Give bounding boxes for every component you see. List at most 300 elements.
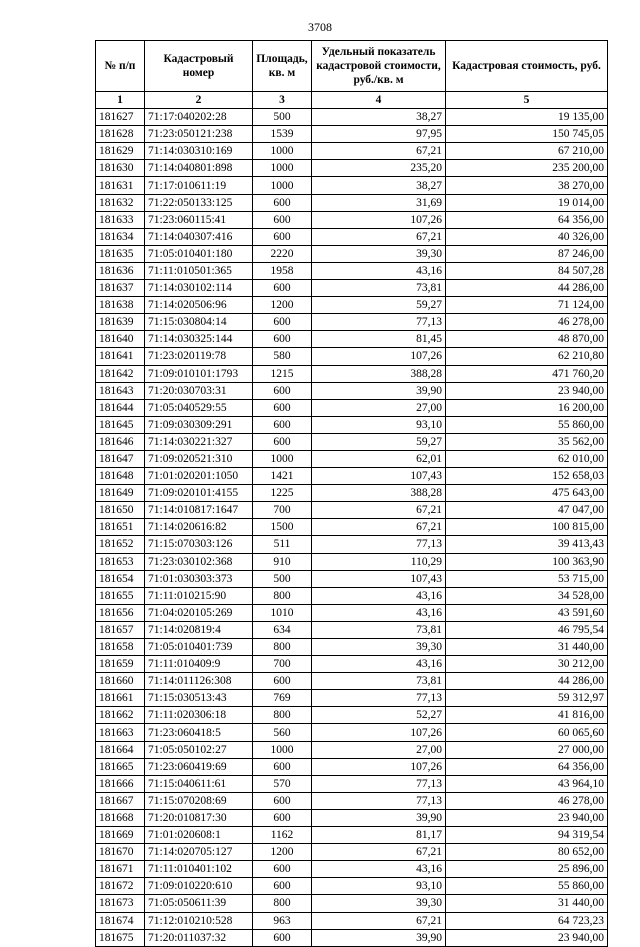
- cell-specific-value: 38,27: [312, 109, 446, 126]
- cell-cadastral-number: 71:04:020105:269: [145, 604, 253, 621]
- cell-cadastral-value: 38 270,00: [446, 177, 608, 194]
- cell-area: 600: [253, 433, 312, 450]
- cell-row-number: 181675: [96, 929, 145, 946]
- header-area: Площадь, кв. м: [253, 41, 312, 92]
- table-row: [96, 485, 608, 502]
- table-row: [96, 519, 608, 536]
- cell-row-number: 181644: [96, 399, 145, 416]
- cell-cadastral-value: 19 135,00: [446, 109, 608, 126]
- cell-cadastral-number: 71:23:030102:368: [145, 553, 253, 570]
- cell-cadastral-value: 16 200,00: [446, 399, 608, 416]
- cell-row-number: 181662: [96, 707, 145, 724]
- cell-specific-value: 93,10: [312, 878, 446, 895]
- header-cadastral-number: Кадастровый номер: [145, 41, 253, 92]
- cell-cadastral-number: 71:23:060115:41: [145, 211, 253, 228]
- cell-cadastral-number: 71:17:010611:19: [145, 177, 253, 194]
- cell-specific-value: 77,13: [312, 775, 446, 792]
- table-row: [96, 211, 608, 228]
- cell-cadastral-number: 71:09:020521:310: [145, 450, 253, 467]
- cell-specific-value: 73,81: [312, 673, 446, 690]
- cell-row-number: 181630: [96, 160, 145, 177]
- cell-area: 910: [253, 553, 312, 570]
- cell-cadastral-value: 19 014,00: [446, 194, 608, 211]
- cell-row-number: 181667: [96, 792, 145, 809]
- cell-specific-value: 27,00: [312, 399, 446, 416]
- table-row: [96, 245, 608, 262]
- header-specific-value: Удельный показатель кадастровой стоимости, руб./кв. м: [312, 41, 446, 92]
- cell-row-number: 181661: [96, 690, 145, 707]
- cell-row-number: 181638: [96, 297, 145, 314]
- cell-cadastral-value: 475 643,00: [446, 485, 608, 502]
- table-row: [96, 775, 608, 792]
- table-row: [96, 809, 608, 826]
- cell-cadastral-number: 71:01:020608:1: [145, 827, 253, 844]
- cell-cadastral-number: 71:15:070303:126: [145, 536, 253, 553]
- cell-cadastral-number: 71:01:030303:373: [145, 570, 253, 587]
- cell-cadastral-value: 30 212,00: [446, 656, 608, 673]
- cell-cadastral-value: 39 413,43: [446, 536, 608, 553]
- cell-cadastral-number: 71:15:040611:61: [145, 775, 253, 792]
- table-row: [96, 758, 608, 775]
- cell-specific-value: 59,27: [312, 433, 446, 450]
- cell-cadastral-value: 100 815,00: [446, 519, 608, 536]
- cell-row-number: 181648: [96, 468, 145, 485]
- cell-area: 600: [253, 314, 312, 331]
- cell-row-number: 181674: [96, 912, 145, 929]
- column-number: 3: [253, 92, 312, 109]
- cell-row-number: 181646: [96, 433, 145, 450]
- cell-row-number: 181656: [96, 604, 145, 621]
- table-row: [96, 331, 608, 348]
- table-row: [96, 639, 608, 656]
- cell-cadastral-number: 71:20:011037:32: [145, 929, 253, 946]
- table-row: [96, 878, 608, 895]
- table-row: [96, 587, 608, 604]
- cell-specific-value: 110,29: [312, 553, 446, 570]
- cell-cadastral-value: 27 000,00: [446, 741, 608, 758]
- table-row: [96, 177, 608, 194]
- cell-area: 800: [253, 587, 312, 604]
- cell-area: 580: [253, 348, 312, 365]
- cell-cadastral-number: 71:22:050133:125: [145, 194, 253, 211]
- cell-area: 1000: [253, 160, 312, 177]
- cell-specific-value: 67,21: [312, 143, 446, 160]
- header-row-number: № п/п: [96, 41, 145, 92]
- table-row: [96, 450, 608, 467]
- table-row: [96, 382, 608, 399]
- cell-area: 600: [253, 792, 312, 809]
- cell-specific-value: 52,27: [312, 707, 446, 724]
- cell-area: 600: [253, 416, 312, 433]
- cell-cadastral-value: 35 562,00: [446, 433, 608, 450]
- cell-cadastral-value: 100 363,90: [446, 553, 608, 570]
- cell-cadastral-number: 71:23:020119:78: [145, 348, 253, 365]
- cell-area: 1421: [253, 468, 312, 485]
- cell-row-number: 181650: [96, 502, 145, 519]
- cell-row-number: 181670: [96, 844, 145, 861]
- cell-area: 1010: [253, 604, 312, 621]
- table-row: [96, 724, 608, 741]
- cell-row-number: 181632: [96, 194, 145, 211]
- cell-specific-value: 59,27: [312, 297, 446, 314]
- cell-specific-value: 81,45: [312, 331, 446, 348]
- cell-specific-value: 39,90: [312, 809, 446, 826]
- table-row: [96, 280, 608, 297]
- cell-row-number: 181651: [96, 519, 145, 536]
- cell-area: 500: [253, 570, 312, 587]
- cell-cadastral-number: 71:14:040801:898: [145, 160, 253, 177]
- cell-specific-value: 235,20: [312, 160, 446, 177]
- cell-cadastral-value: 55 860,00: [446, 416, 608, 433]
- table-row: [96, 570, 608, 587]
- cell-cadastral-value: 471 760,20: [446, 365, 608, 382]
- cell-specific-value: 107,26: [312, 724, 446, 741]
- cell-specific-value: 77,13: [312, 690, 446, 707]
- cell-specific-value: 107,43: [312, 570, 446, 587]
- cell-cadastral-number: 71:15:030804:14: [145, 314, 253, 331]
- cell-cadastral-number: 71:11:020306:18: [145, 707, 253, 724]
- cell-cadastral-value: 43 591,60: [446, 604, 608, 621]
- cell-row-number: 181659: [96, 656, 145, 673]
- cell-specific-value: 67,21: [312, 519, 446, 536]
- table-row: [96, 792, 608, 809]
- cell-specific-value: 388,28: [312, 365, 446, 382]
- cell-specific-value: 27,00: [312, 741, 446, 758]
- cell-row-number: 181629: [96, 143, 145, 160]
- cell-area: 600: [253, 758, 312, 775]
- cell-row-number: 181664: [96, 741, 145, 758]
- cell-specific-value: 62,01: [312, 450, 446, 467]
- cell-cadastral-number: 71:15:070208:69: [145, 792, 253, 809]
- table-row: [96, 621, 608, 638]
- cell-specific-value: 67,21: [312, 912, 446, 929]
- cell-cadastral-number: 71:14:011126:308: [145, 673, 253, 690]
- cell-row-number: 181635: [96, 245, 145, 262]
- cell-row-number: 181628: [96, 126, 145, 143]
- cell-cadastral-number: 71:11:010409:9: [145, 656, 253, 673]
- table-row: [96, 690, 608, 707]
- table-row: [96, 895, 608, 912]
- table-row: [96, 365, 608, 382]
- cell-specific-value: 38,27: [312, 177, 446, 194]
- column-number: 2: [145, 92, 253, 109]
- cell-cadastral-value: 31 440,00: [446, 895, 608, 912]
- cell-cadastral-value: 67 210,00: [446, 143, 608, 160]
- cell-area: 600: [253, 809, 312, 826]
- cell-row-number: 181653: [96, 553, 145, 570]
- cell-row-number: 181634: [96, 228, 145, 245]
- table-row: [96, 844, 608, 861]
- cell-area: 963: [253, 912, 312, 929]
- cell-cadastral-value: 46 278,00: [446, 792, 608, 809]
- cell-cadastral-value: 94 319,54: [446, 827, 608, 844]
- cell-cadastral-value: 150 745,05: [446, 126, 608, 143]
- cell-area: 600: [253, 399, 312, 416]
- cell-cadastral-number: 71:14:030325:144: [145, 331, 253, 348]
- cell-row-number: 181637: [96, 280, 145, 297]
- cell-cadastral-value: 53 715,00: [446, 570, 608, 587]
- cell-row-number: 181658: [96, 639, 145, 656]
- table-row: [96, 262, 608, 279]
- cell-row-number: 181627: [96, 109, 145, 126]
- cell-specific-value: 93,10: [312, 416, 446, 433]
- cell-cadastral-number: 71:20:010817:30: [145, 809, 253, 826]
- cell-specific-value: 107,26: [312, 211, 446, 228]
- cell-cadastral-value: 23 940,00: [446, 382, 608, 399]
- cell-area: 769: [253, 690, 312, 707]
- cell-area: 1000: [253, 450, 312, 467]
- cell-row-number: 181647: [96, 450, 145, 467]
- cell-specific-value: 107,26: [312, 758, 446, 775]
- cell-specific-value: 67,21: [312, 502, 446, 519]
- cell-cadastral-value: 23 940,00: [446, 929, 608, 946]
- cell-area: 2220: [253, 245, 312, 262]
- table-row: [96, 314, 608, 331]
- cell-cadastral-value: 235 200,00: [446, 160, 608, 177]
- cell-cadastral-number: 71:14:020819:4: [145, 621, 253, 638]
- cell-cadastral-value: 31 440,00: [446, 639, 608, 656]
- cell-specific-value: 388,28: [312, 485, 446, 502]
- cell-area: 600: [253, 673, 312, 690]
- cell-cadastral-number: 71:23:060418:5: [145, 724, 253, 741]
- cell-area: 600: [253, 280, 312, 297]
- cell-row-number: 181660: [96, 673, 145, 690]
- cell-area: 1162: [253, 827, 312, 844]
- cell-area: 634: [253, 621, 312, 638]
- cell-specific-value: 77,13: [312, 314, 446, 331]
- cell-cadastral-value: 60 065,60: [446, 724, 608, 741]
- table-row: [96, 656, 608, 673]
- page-number: 3708: [308, 20, 332, 34]
- cell-specific-value: 107,43: [312, 468, 446, 485]
- cell-cadastral-value: 48 870,00: [446, 331, 608, 348]
- cell-row-number: 181657: [96, 621, 145, 638]
- table-row: [96, 468, 608, 485]
- cell-area: 600: [253, 878, 312, 895]
- cell-cadastral-number: 71:01:020201:1050: [145, 468, 253, 485]
- cell-cadastral-number: 71:14:020616:82: [145, 519, 253, 536]
- cell-cadastral-value: 23 940,00: [446, 809, 608, 826]
- cell-cadastral-number: 71:15:030513:43: [145, 690, 253, 707]
- cell-cadastral-value: 44 286,00: [446, 280, 608, 297]
- cell-cadastral-number: 71:23:050121:238: [145, 126, 253, 143]
- cell-specific-value: 107,26: [312, 348, 446, 365]
- table-row: [96, 536, 608, 553]
- cell-cadastral-value: 64 356,00: [446, 211, 608, 228]
- cell-row-number: 181672: [96, 878, 145, 895]
- cell-row-number: 181633: [96, 211, 145, 228]
- table-row: [96, 604, 608, 621]
- cell-row-number: 181640: [96, 331, 145, 348]
- cell-cadastral-number: 71:14:010817:1647: [145, 502, 253, 519]
- table-row: [96, 348, 608, 365]
- cell-row-number: 181641: [96, 348, 145, 365]
- cell-row-number: 181663: [96, 724, 145, 741]
- table-row: [96, 553, 608, 570]
- table-row: [96, 502, 608, 519]
- cell-specific-value: 43,16: [312, 604, 446, 621]
- cell-cadastral-value: 71 124,00: [446, 297, 608, 314]
- cell-area: 600: [253, 382, 312, 399]
- cell-area: 511: [253, 536, 312, 553]
- cell-cadastral-number: 71:14:030221:327: [145, 433, 253, 450]
- cell-cadastral-value: 43 964,10: [446, 775, 608, 792]
- table-row: [96, 109, 608, 126]
- cell-cadastral-number: 71:05:010401:739: [145, 639, 253, 656]
- cell-row-number: 181665: [96, 758, 145, 775]
- cell-area: 700: [253, 656, 312, 673]
- cell-cadastral-value: 64 723,23: [446, 912, 608, 929]
- table-row: [96, 297, 608, 314]
- cell-specific-value: 43,16: [312, 861, 446, 878]
- table-body: [96, 109, 608, 947]
- cell-cadastral-value: 64 356,00: [446, 758, 608, 775]
- cell-cadastral-value: 62 210,80: [446, 348, 608, 365]
- cell-cadastral-value: 47 047,00: [446, 502, 608, 519]
- cell-cadastral-value: 44 286,00: [446, 673, 608, 690]
- cell-row-number: 181671: [96, 861, 145, 878]
- cell-cadastral-number: 71:14:020705:127: [145, 844, 253, 861]
- cell-cadastral-number: 71:09:010220:610: [145, 878, 253, 895]
- cell-row-number: 181669: [96, 827, 145, 844]
- cell-specific-value: 81,17: [312, 827, 446, 844]
- cell-cadastral-number: 71:14:020506:96: [145, 297, 253, 314]
- cell-row-number: 181655: [96, 587, 145, 604]
- cell-cadastral-number: 71:14:030310:169: [145, 143, 253, 160]
- table-row: [96, 228, 608, 245]
- cell-cadastral-number: 71:09:010101:1793: [145, 365, 253, 382]
- cell-cadastral-number: 71:11:010401:102: [145, 861, 253, 878]
- cell-cadastral-value: 40 326,00: [446, 228, 608, 245]
- cell-cadastral-number: 71:09:020101:4155: [145, 485, 253, 502]
- table-header-row: [96, 41, 608, 92]
- table-row: [96, 126, 608, 143]
- cell-area: 1000: [253, 177, 312, 194]
- cell-area: 1958: [253, 262, 312, 279]
- cell-cadastral-value: 41 816,00: [446, 707, 608, 724]
- cell-area: 600: [253, 194, 312, 211]
- cell-specific-value: 97,95: [312, 126, 446, 143]
- cell-specific-value: 39,90: [312, 382, 446, 399]
- cell-area: 800: [253, 707, 312, 724]
- cell-specific-value: 39,30: [312, 245, 446, 262]
- cell-area: 800: [253, 895, 312, 912]
- cell-cadastral-number: 71:23:060419:69: [145, 758, 253, 775]
- cell-row-number: 181654: [96, 570, 145, 587]
- cell-cadastral-value: 62 010,00: [446, 450, 608, 467]
- cell-specific-value: 77,13: [312, 792, 446, 809]
- cell-cadastral-value: 46 795,54: [446, 621, 608, 638]
- table-row: [96, 194, 608, 211]
- table-row: [96, 433, 608, 450]
- cell-row-number: 181643: [96, 382, 145, 399]
- table-row: [96, 929, 608, 946]
- cell-row-number: 181652: [96, 536, 145, 553]
- cell-area: 560: [253, 724, 312, 741]
- cell-row-number: 181645: [96, 416, 145, 433]
- cell-area: 1200: [253, 297, 312, 314]
- cell-area: 800: [253, 639, 312, 656]
- cell-area: 1225: [253, 485, 312, 502]
- cell-cadastral-number: 71:12:010210:528: [145, 912, 253, 929]
- cell-cadastral-value: 87 246,00: [446, 245, 608, 262]
- table-row: [96, 399, 608, 416]
- table-row: [96, 707, 608, 724]
- cell-row-number: 181668: [96, 809, 145, 826]
- cell-area: 1215: [253, 365, 312, 382]
- cell-cadastral-number: 71:05:010401:180: [145, 245, 253, 262]
- cell-specific-value: 43,16: [312, 587, 446, 604]
- cell-area: 600: [253, 228, 312, 245]
- column-number-row: [96, 92, 608, 109]
- column-number: 5: [446, 92, 608, 109]
- cell-cadastral-number: 71:09:030309:291: [145, 416, 253, 433]
- cell-area: 600: [253, 331, 312, 348]
- cell-cadastral-number: 71:14:040307:416: [145, 228, 253, 245]
- cell-row-number: 181639: [96, 314, 145, 331]
- cell-area: 1500: [253, 519, 312, 536]
- cell-specific-value: 43,16: [312, 656, 446, 673]
- table-row: [96, 416, 608, 433]
- cell-cadastral-value: 55 860,00: [446, 878, 608, 895]
- cell-cadastral-value: 25 896,00: [446, 861, 608, 878]
- cell-area: 600: [253, 861, 312, 878]
- cell-area: 570: [253, 775, 312, 792]
- cell-cadastral-number: 71:05:040529:55: [145, 399, 253, 416]
- cell-area: 700: [253, 502, 312, 519]
- cell-specific-value: 39,90: [312, 929, 446, 946]
- cell-cadastral-number: 71:05:050611:39: [145, 895, 253, 912]
- table-row: [96, 160, 608, 177]
- cell-area: 600: [253, 211, 312, 228]
- cell-specific-value: 73,81: [312, 621, 446, 638]
- table-row: [96, 861, 608, 878]
- cell-area: 1000: [253, 143, 312, 160]
- table-row: [96, 673, 608, 690]
- cell-cadastral-number: 71:20:030703:31: [145, 382, 253, 399]
- cell-row-number: 181642: [96, 365, 145, 382]
- cell-specific-value: 39,30: [312, 895, 446, 912]
- cell-specific-value: 67,21: [312, 228, 446, 245]
- cell-specific-value: 73,81: [312, 280, 446, 297]
- cell-cadastral-value: 46 278,00: [446, 314, 608, 331]
- cell-area: 1539: [253, 126, 312, 143]
- cell-row-number: 181649: [96, 485, 145, 502]
- cell-cadastral-number: 71:17:040202:28: [145, 109, 253, 126]
- cell-row-number: 181631: [96, 177, 145, 194]
- cell-row-number: 181673: [96, 895, 145, 912]
- cell-specific-value: 31,69: [312, 194, 446, 211]
- cell-area: 1200: [253, 844, 312, 861]
- cell-cadastral-value: 80 652,00: [446, 844, 608, 861]
- column-number: 1: [96, 92, 145, 109]
- cell-area: 500: [253, 109, 312, 126]
- cell-specific-value: 67,21: [312, 844, 446, 861]
- cell-area: 1000: [253, 741, 312, 758]
- table-row: [96, 827, 608, 844]
- column-number: 4: [312, 92, 446, 109]
- cell-row-number: 181636: [96, 262, 145, 279]
- cell-specific-value: 39,30: [312, 639, 446, 656]
- cell-cadastral-value: 34 528,00: [446, 587, 608, 604]
- header-cadastral-value: Кадастровая стоимость, руб.: [446, 41, 608, 92]
- cell-cadastral-number: 71:11:010501:365: [145, 262, 253, 279]
- cell-cadastral-number: 71:11:010215:90: [145, 587, 253, 604]
- cell-cadastral-value: 84 507,28: [446, 262, 608, 279]
- cell-cadastral-number: 71:05:050102:27: [145, 741, 253, 758]
- cell-area: 600: [253, 929, 312, 946]
- cell-cadastral-value: 152 658,03: [446, 468, 608, 485]
